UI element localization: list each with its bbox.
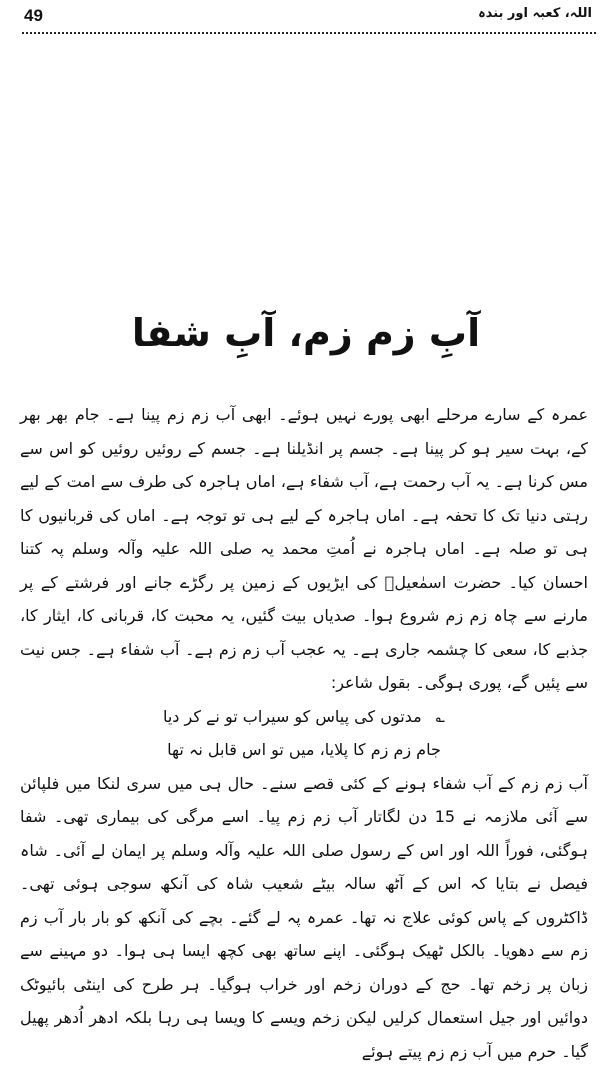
verse-line (20, 700, 588, 734)
paragraph: عمرہ کے سارے مرحلے ابھی پورے نہیں ہوئے۔ ابھی آب زم زم پینا ہے۔ جام بھر بھر کے، بہت سیر ہو کر پینا ہے۔ جسم پر انڈیلنا ہے۔ جسم کے روئیں روئیں کو اس سے مس کرنا ہے۔ یہ آب رحمت ہے، آب شفاء ہے، اماں ہاجرہ کی طرف سے امت کے لیے رہتی دنیا تک کا تحفہ ہے۔ اماں ہاجرہ کے لیے ہی تو توجہ ہے۔ اماں کی قربانیوں کا ہی تو صلہ ہے۔ اماں ہاجرہ نے اُمتِ محمد یہ صلی اللہ علیہ وآلہ وسلم پہ کتنا احسان کیا۔ حضرت اسمٰعیلؑ کی ایڑیوں کے زمین پر رگڑے جانے اور فرشتے کے پر مارنے سے چاہ زم زم شروع ہوا۔ صدیاں بیت گئیں، یہ محبت کا، قربانی کا، ایثار کا، جذبے کا، سعی کا چشمہ جاری ہے۔ یہ عجب آب زم زم ہے۔ آب شفاء ہے۔ جس نیت سے پئیں گے، پوری ہوگی۔ بقول شاعر: (20, 398, 588, 700)
header-divider (22, 32, 596, 34)
verse-mark: ؎ (436, 707, 445, 726)
verse-text: مدتوں کی پیاس کو سیراب تو نے کر دیا (163, 707, 422, 726)
running-title: اللہ، کعبہ اور بندہ (478, 6, 592, 21)
paragraph: آب زم زم کے آب شفاء ہونے کے کئی قصے سنے۔ حال ہی میں سری لنکا میں فلپائن سے آئی ملازمہ نے 15 دن لگاتار آب زم زم پیا۔ اسے مرگی کی بیماری تھی۔ شفا ہوگئی، فوراً اللہ اور اس کے رسول صلی اللہ علیہ وآلہ وسلم پر ایمان لے آئی۔ شاہ فیصل نے بتایا کہ اس کے آٹھ سالہ بیٹے شعیب شاہ کی آنکھ سوجی ہوئی تھی۔ ڈاکٹروں کے پاس کوئی علاج نہ تھا۔ عمرہ پہ لے گئے۔ بچے کی آنکھ کو بار بار آب زم زم سے دھویا۔ بالکل ٹھیک ہوگئی۔ اپنے ساتھ بھی کچھ ایسا ہی ہوا۔ دو مہینے سے زبان پر زخم تھا۔ حج کے دوران زخم اور خراب ہوگیا۔ ہر طرح کی اینٹی بائیوٹک دوائیں اور جیل استعمال کرلیں لیکن زخم ویسے کا ویسا ہی رہا بلکہ ادھر اُدھر پھیل گیا۔ حرم میں آب زم زم پیتے ہوئے (20, 767, 588, 1068)
verse-text: جام زم زم کا پلایا، میں تو اس قابل نہ تھا (167, 740, 441, 759)
chapter-title: آبِ زم زم، آبِ شفا (0, 311, 612, 355)
body-text (20, 398, 588, 1068)
verse-line (20, 733, 588, 767)
page-number: 49 (24, 6, 43, 26)
